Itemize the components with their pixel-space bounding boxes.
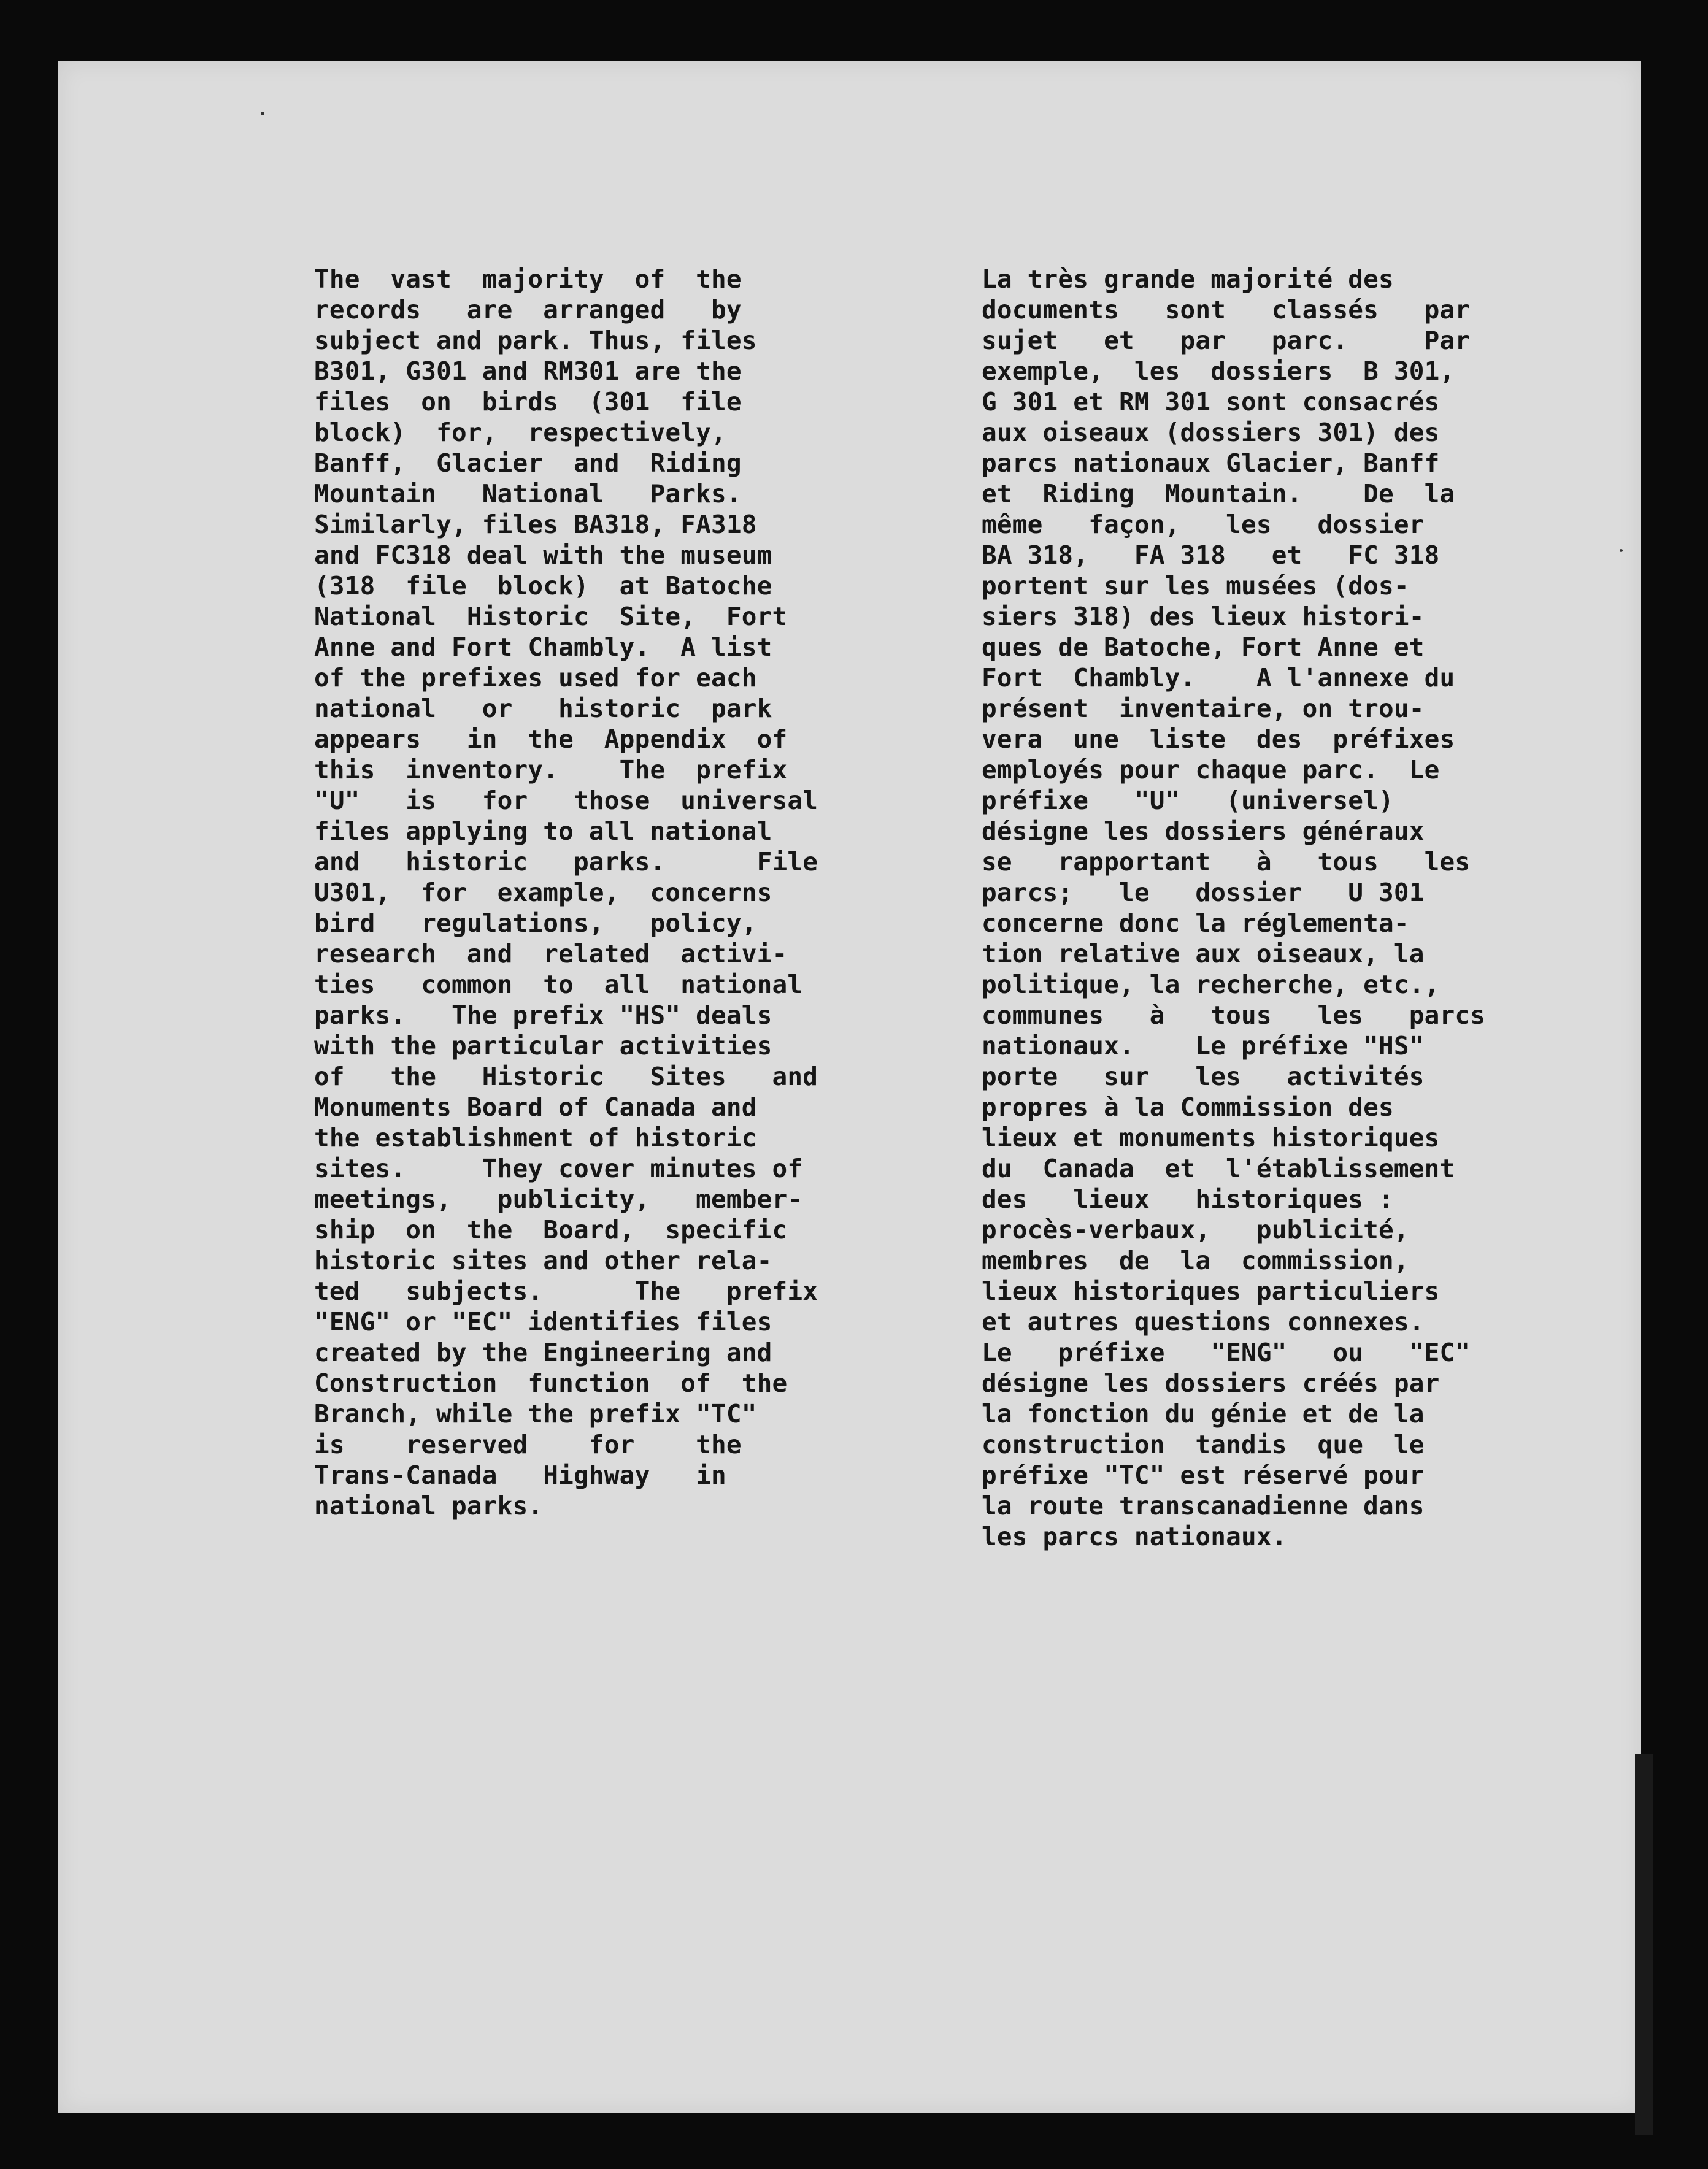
text-line: politique, la recherche, etc., [982, 970, 1440, 999]
text-line: présent inventaire, on trou- [982, 694, 1425, 723]
text-line: propres à la Commission des [982, 1092, 1394, 1122]
text-line: du Canada et l'établissement [982, 1154, 1455, 1183]
text-line: The vast majority of the [314, 264, 742, 294]
text-line: historic sites and other rela- [314, 1246, 772, 1275]
text-line: et Riding Mountain. De la [982, 479, 1455, 509]
scan-edge-shadow [1635, 1754, 1653, 2135]
text-line: la fonction du génie et de la [982, 1399, 1425, 1429]
text-line: is reserved for the [314, 1430, 742, 1459]
text-line: bird regulations, policy, [314, 908, 757, 938]
text-line: subject and park. Thus, files [314, 326, 757, 355]
text-line: se rapportant à tous les [982, 847, 1471, 877]
text-line: sites. They cover minutes of [314, 1154, 803, 1183]
text-line: and FC318 deal with the museum [314, 540, 772, 570]
text-line: concerne donc la réglementa- [982, 908, 1409, 938]
text-line: lieux et monuments historiques [982, 1123, 1440, 1153]
text-line: (318 file block) at Batoche [314, 571, 772, 601]
english-text-column [314, 264, 897, 1521]
text-line: ship on the Board, specific [314, 1215, 788, 1245]
text-line: Le préfixe "ENG" ou "EC" [982, 1338, 1471, 1367]
text-line: Monuments Board of Canada and [314, 1092, 757, 1122]
text-line: ques de Batoche, Fort Anne et [982, 632, 1425, 662]
text-line: siers 318) des lieux histori- [982, 602, 1425, 631]
text-line: National Historic Site, Fort [314, 602, 788, 631]
dust-speck [261, 112, 264, 115]
text-line: Trans-Canada Highway in [314, 1461, 726, 1490]
text-line: documents sont classés par [982, 295, 1471, 324]
text-line: created by the Engineering and [314, 1338, 772, 1367]
text-line: of the prefixes used for each [314, 663, 757, 693]
text-line: "U" is for those universal [314, 786, 818, 815]
text-line: procès-verbaux, publicité, [982, 1215, 1409, 1245]
text-line: Similarly, files BA318, FA318 [314, 510, 757, 539]
text-line: of the Historic Sites and [314, 1062, 818, 1091]
text-line: "ENG" or "EC" identifies files [314, 1307, 772, 1337]
text-line: membres de la commission, [982, 1246, 1409, 1275]
text-line: les parcs nationaux. [982, 1522, 1287, 1551]
text-line: portent sur les musées (dos- [982, 571, 1409, 601]
text-line: Mountain National Parks. [314, 479, 742, 509]
text-line: vera une liste des préfixes [982, 724, 1455, 754]
text-line: block) for, respectively, [314, 418, 726, 447]
text-line: Fort Chambly. A l'annexe du [982, 663, 1455, 693]
text-line: désigne les dossiers généraux [982, 816, 1425, 846]
text-line: La très grande majorité des [982, 264, 1394, 294]
text-line: files applying to all national [314, 816, 772, 846]
text-line: and historic parks. File [314, 847, 818, 877]
text-line: ted subjects. The prefix [314, 1276, 818, 1306]
text-line: national parks. [314, 1491, 544, 1521]
text-line: employés pour chaque parc. Le [982, 755, 1440, 785]
text-line: préfixe "U" (universel) [982, 786, 1394, 815]
text-line: parcs nationaux Glacier, Banff [982, 448, 1440, 478]
text-line: research and related activi- [314, 939, 788, 969]
text-line: aux oiseaux (dossiers 301) des [982, 418, 1440, 447]
text-line: B301, G301 and RM301 are the [314, 356, 742, 386]
text-line: désigne les dossiers créés par [982, 1369, 1440, 1398]
text-line: Construction function of the [314, 1369, 788, 1398]
text-line: records are arranged by [314, 295, 742, 324]
text-line: U301, for example, concerns [314, 878, 772, 907]
text-line: with the particular activities [314, 1031, 772, 1061]
text-line: appears in the Appendix of [314, 724, 788, 754]
text-line: sujet et par parc. Par [982, 326, 1471, 355]
text-line: exemple, les dossiers B 301, [982, 356, 1455, 386]
text-line: national or historic park [314, 694, 772, 723]
text-line: this inventory. The prefix [314, 755, 788, 785]
text-line: même façon, les dossier [982, 510, 1425, 539]
text-line: et autres questions connexes. [982, 1307, 1425, 1337]
text-line: communes à tous les parcs [982, 1000, 1486, 1030]
dust-speck [1620, 549, 1623, 552]
text-line: G 301 et RM 301 sont consacrés [982, 387, 1440, 417]
text-line: construction tandis que le [982, 1430, 1425, 1459]
text-line: Branch, while the prefix "TC" [314, 1399, 757, 1429]
text-line: lieux historiques particuliers [982, 1276, 1440, 1306]
text-line: ties common to all national [314, 970, 803, 999]
text-line: the establishment of historic [314, 1123, 757, 1153]
text-line: BA 318, FA 318 et FC 318 [982, 540, 1440, 570]
text-line: préfixe "TC" est réservé pour [982, 1461, 1425, 1490]
french-text-column [982, 264, 1564, 1552]
text-line: nationaux. Le préfixe "HS" [982, 1031, 1425, 1061]
text-line: parcs; le dossier U 301 [982, 878, 1425, 907]
text-line: parks. The prefix "HS" deals [314, 1000, 772, 1030]
text-line: files on birds (301 file [314, 387, 742, 417]
text-line: la route transcanadienne dans [982, 1491, 1425, 1521]
text-line: Anne and Fort Chambly. A list [314, 632, 772, 662]
text-line: meetings, publicity, member- [314, 1184, 803, 1214]
text-line: porte sur les activités [982, 1062, 1425, 1091]
text-line: des lieux historiques : [982, 1184, 1394, 1214]
text-line: Banff, Glacier and Riding [314, 448, 742, 478]
text-line: tion relative aux oiseaux, la [982, 939, 1425, 969]
